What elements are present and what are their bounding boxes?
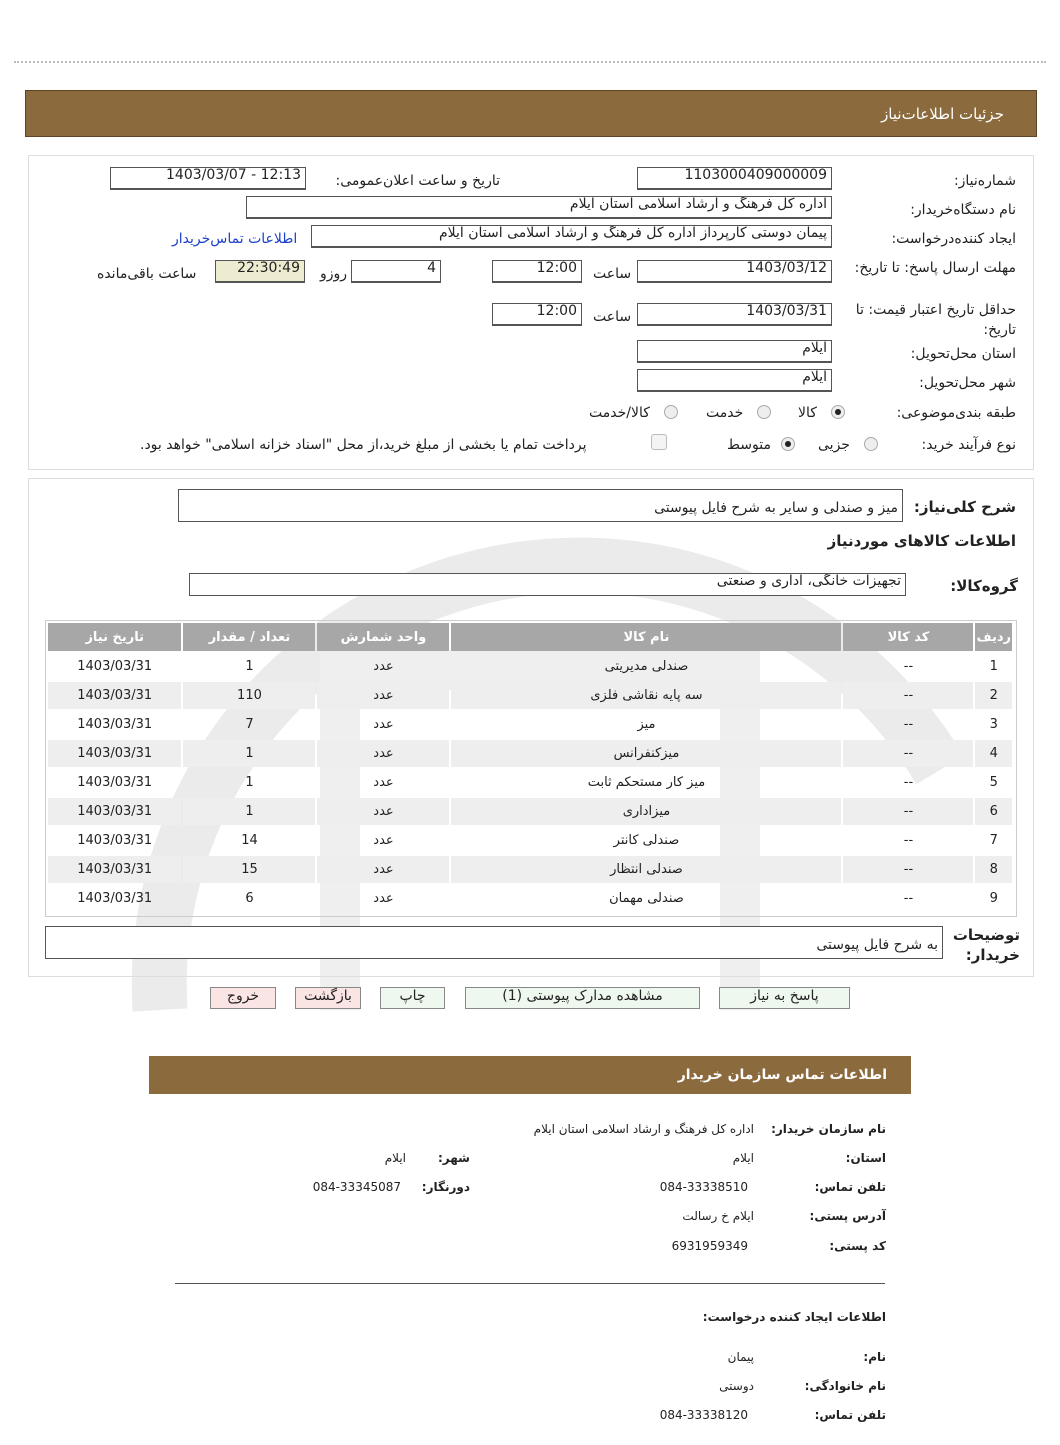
process-minor-label: جزیی xyxy=(818,437,850,453)
item-qty: 110 xyxy=(183,682,315,709)
col-row: ردیف xyxy=(975,623,1012,651)
category-service-label: خدمت xyxy=(706,405,744,421)
group-label: گروه‌کالا: xyxy=(950,577,1018,595)
item-code: -- xyxy=(843,740,973,767)
validity-label: حداقل تاریخ اعتبار قیمت: تا تاریخ: xyxy=(855,302,1016,338)
item-qty: 7 xyxy=(245,717,254,732)
family-value: دوستی xyxy=(719,1379,754,1393)
goods-table-wrap xyxy=(45,620,1017,917)
creator-phone-value: 084-33338120 xyxy=(659,1408,748,1422)
table-row xyxy=(48,682,1012,709)
item-name: صندلی مدیریتی xyxy=(604,659,689,674)
item-unit: عدد xyxy=(373,717,394,732)
org-label: نام سازمان خریدار: xyxy=(771,1122,886,1136)
days-field: 4 xyxy=(351,260,441,283)
group-field: تجهیزات خانگی، اداری و صنعتی xyxy=(189,573,906,596)
category-goods-label: کالا xyxy=(798,405,817,421)
print-button[interactable]: چاپ xyxy=(380,987,445,1009)
validity-time-label: ساعت xyxy=(593,309,632,325)
contact-fax-value: 084-33345087 xyxy=(312,1180,401,1194)
buyer-label: نام دستگاه‌خریدار: xyxy=(910,202,1016,218)
table-row xyxy=(48,711,1012,738)
process-medium-label: متوسط xyxy=(727,437,771,453)
view-documents-button[interactable]: مشاهده مدارک پیوستی (1) xyxy=(465,987,700,1009)
col-name: نام کالا xyxy=(451,623,841,651)
item-unit: عدد xyxy=(373,891,394,906)
contact-province-value: ایلام xyxy=(732,1151,754,1165)
item-code: -- xyxy=(903,717,914,732)
item-qty: 1 xyxy=(183,740,315,767)
process-radio-medium[interactable] xyxy=(781,437,795,451)
category-radio-service[interactable] xyxy=(757,405,771,419)
contact-city-label: شهر: xyxy=(438,1151,470,1165)
item-unit: عدد xyxy=(373,833,394,848)
item-qty: 15 xyxy=(183,856,315,883)
item-code: -- xyxy=(903,833,914,848)
row-number: 1 xyxy=(989,659,998,674)
process-radio-minor[interactable] xyxy=(864,437,878,451)
creator-info-title: اطلاعات ایجاد کننده درخواست: xyxy=(702,1310,886,1324)
item-date: 1403/03/31 xyxy=(77,717,153,732)
item-unit: عدد xyxy=(317,798,449,825)
goods-table xyxy=(46,621,1014,914)
creator-label: ایجاد کننده‌درخواست: xyxy=(891,231,1016,247)
payment-note: پرداخت تمام یا بخشی از مبلغ خرید،از محل "اسناد خزانه اسلامی" خواهد بود. xyxy=(140,437,587,453)
item-qty: 1 xyxy=(245,659,254,674)
col-unit: واحد شمارش xyxy=(317,623,449,651)
contact-header xyxy=(149,1056,911,1094)
postal-label: کد پستی: xyxy=(829,1239,886,1253)
category-radio-goods[interactable] xyxy=(831,405,845,419)
item-name: میز xyxy=(637,717,656,732)
need-number-label: شماره‌نیاز: xyxy=(953,173,1016,189)
category-both-label: کالا/خدمت xyxy=(589,405,650,421)
address-label: آدرس پستی: xyxy=(809,1209,886,1223)
city-field: ایلام xyxy=(637,369,832,392)
days-label: روزو xyxy=(320,266,348,282)
row-number: 2 xyxy=(975,682,1012,709)
col-code: کد کالا xyxy=(843,623,973,651)
item-name: سه پایه نقاشی فلزی xyxy=(451,682,841,709)
deadline-label: مهلت ارسال پاسخ: تا تاریخ: xyxy=(854,260,1016,276)
top-divider xyxy=(14,61,1046,63)
deadline-time-label: ساعت xyxy=(593,266,632,282)
family-label: نام خانوادگی: xyxy=(804,1379,886,1393)
item-unit: عدد xyxy=(317,740,449,767)
category-radio-both[interactable] xyxy=(664,405,678,419)
item-name: میزاداری xyxy=(451,798,841,825)
table-row xyxy=(48,769,1012,796)
row-number: 3 xyxy=(989,717,998,732)
item-name: میزکنفرانس xyxy=(451,740,841,767)
table-row xyxy=(48,885,1012,912)
contact-fax-label: دورنگار: xyxy=(421,1180,470,1194)
item-date: 1403/03/31 xyxy=(77,833,153,848)
item-code: -- xyxy=(903,891,914,906)
deadline-date-field: 1403/03/12 xyxy=(637,260,832,283)
table-row xyxy=(48,653,1012,680)
item-unit: عدد xyxy=(317,682,449,709)
treasury-checkbox[interactable] xyxy=(651,434,667,450)
item-date: 1403/03/31 xyxy=(48,682,181,709)
contact-city-value: ایلام xyxy=(384,1151,406,1165)
city-label: شهر محل‌تحویل: xyxy=(919,375,1016,391)
col-qty: تعداد / مقدار xyxy=(183,623,315,651)
row-number: 4 xyxy=(975,740,1012,767)
item-code: -- xyxy=(843,798,973,825)
process-label: نوع فرآیند خرید: xyxy=(921,437,1016,453)
item-date: 1403/03/31 xyxy=(48,740,181,767)
address-value: ایلام خ رسالت xyxy=(682,1209,754,1223)
remaining-time-field: 22:30:49 xyxy=(215,260,305,283)
notes-label: توضیحات خریدار: xyxy=(952,926,1020,964)
table-row xyxy=(48,740,1012,767)
summary-field: میز و صندلی و سایر به شرح فایل پیوستی xyxy=(178,489,903,522)
name-value: پیمان xyxy=(727,1350,754,1364)
notes-field: به شرح فایل پیوستی xyxy=(45,926,943,959)
remaining-label: ساعت باقی‌مانده xyxy=(97,266,197,282)
name-label: نام: xyxy=(863,1350,886,1364)
announce-label: تاریخ و ساعت اعلان‌عمومی: xyxy=(335,173,500,189)
contact-phone-label: تلفن تماس: xyxy=(814,1180,886,1194)
contact-divider xyxy=(175,1283,885,1284)
table-row xyxy=(48,798,1012,825)
contact-title: اطلاعات تماس سازمان خریدار xyxy=(677,1067,887,1083)
contact-province-label: استان: xyxy=(845,1151,886,1165)
goods-title: اطلاعات کالاهای موردنیاز xyxy=(827,532,1016,550)
buyer-contact-link[interactable]: اطلاعات تماس‌خریدار xyxy=(172,231,298,247)
item-name: صندلی مهمان xyxy=(609,891,684,906)
province-label: استان محل‌تحویل: xyxy=(910,346,1016,362)
buyer-field: اداره کل فرهنگ و ارشاد اسلامی استان ایلام xyxy=(246,196,832,219)
table-row xyxy=(48,856,1012,883)
table-row xyxy=(48,827,1012,854)
back-button[interactable]: بازگشت xyxy=(295,987,361,1009)
item-name: صندلی انتظار xyxy=(451,856,841,883)
row-number: 9 xyxy=(989,891,998,906)
reply-button[interactable]: پاسخ به نیاز xyxy=(719,987,850,1009)
summary-label: شرح کلی‌نیاز: xyxy=(913,498,1016,516)
item-qty: 1 xyxy=(183,798,315,825)
item-name: میز کار مستحکم ثابت xyxy=(587,775,706,790)
contact-phone-value: 084-33338510 xyxy=(659,1180,748,1194)
item-date: 1403/03/31 xyxy=(77,775,153,790)
deadline-time-field: 12:00 xyxy=(492,260,582,283)
item-unit: عدد xyxy=(373,775,394,790)
row-number: 5 xyxy=(989,775,998,790)
exit-button[interactable]: خروج xyxy=(210,987,276,1009)
item-code: -- xyxy=(843,856,973,883)
row-number: 8 xyxy=(975,856,1012,883)
item-date: 1403/03/31 xyxy=(77,891,153,906)
col-date: تاریخ نیاز xyxy=(48,623,181,651)
item-code: -- xyxy=(903,659,914,674)
item-date: 1403/03/31 xyxy=(48,798,181,825)
item-unit: عدد xyxy=(373,659,394,674)
row-number: 6 xyxy=(975,798,1012,825)
validity-date-field: 1403/03/31 xyxy=(637,303,832,326)
creator-field: پیمان دوستی کارپرداز اداره کل فرهنگ و ارشاد اسلامی استان ایلام xyxy=(311,225,832,248)
postal-value: 6931959349 xyxy=(671,1239,748,1253)
need-number-field: 1103000409000009 xyxy=(637,167,832,190)
item-date: 1403/03/31 xyxy=(77,659,153,674)
page-title: جزئیات اطلاعات‌نیاز xyxy=(881,105,1004,123)
item-qty: 14 xyxy=(241,833,258,848)
category-label: طبقه بندی‌موضوعی: xyxy=(896,405,1016,421)
item-unit: عدد xyxy=(317,856,449,883)
creator-phone-label: تلفن تماس: xyxy=(814,1408,886,1422)
announce-field: 1403/03/07 - 12:13 xyxy=(110,167,306,190)
org-value: اداره کل فرهنگ و ارشاد اسلامی استان ایلام xyxy=(533,1122,754,1136)
item-code: -- xyxy=(843,682,973,709)
item-qty: 6 xyxy=(245,891,254,906)
row-number: 7 xyxy=(989,833,998,848)
item-date: 1403/03/31 xyxy=(48,856,181,883)
item-name: صندلی کانتر xyxy=(613,833,680,848)
validity-time-field: 12:00 xyxy=(492,303,582,326)
province-field: ایلام xyxy=(637,340,832,363)
page-header xyxy=(25,90,1037,137)
item-code: -- xyxy=(903,775,914,790)
item-qty: 1 xyxy=(245,775,254,790)
